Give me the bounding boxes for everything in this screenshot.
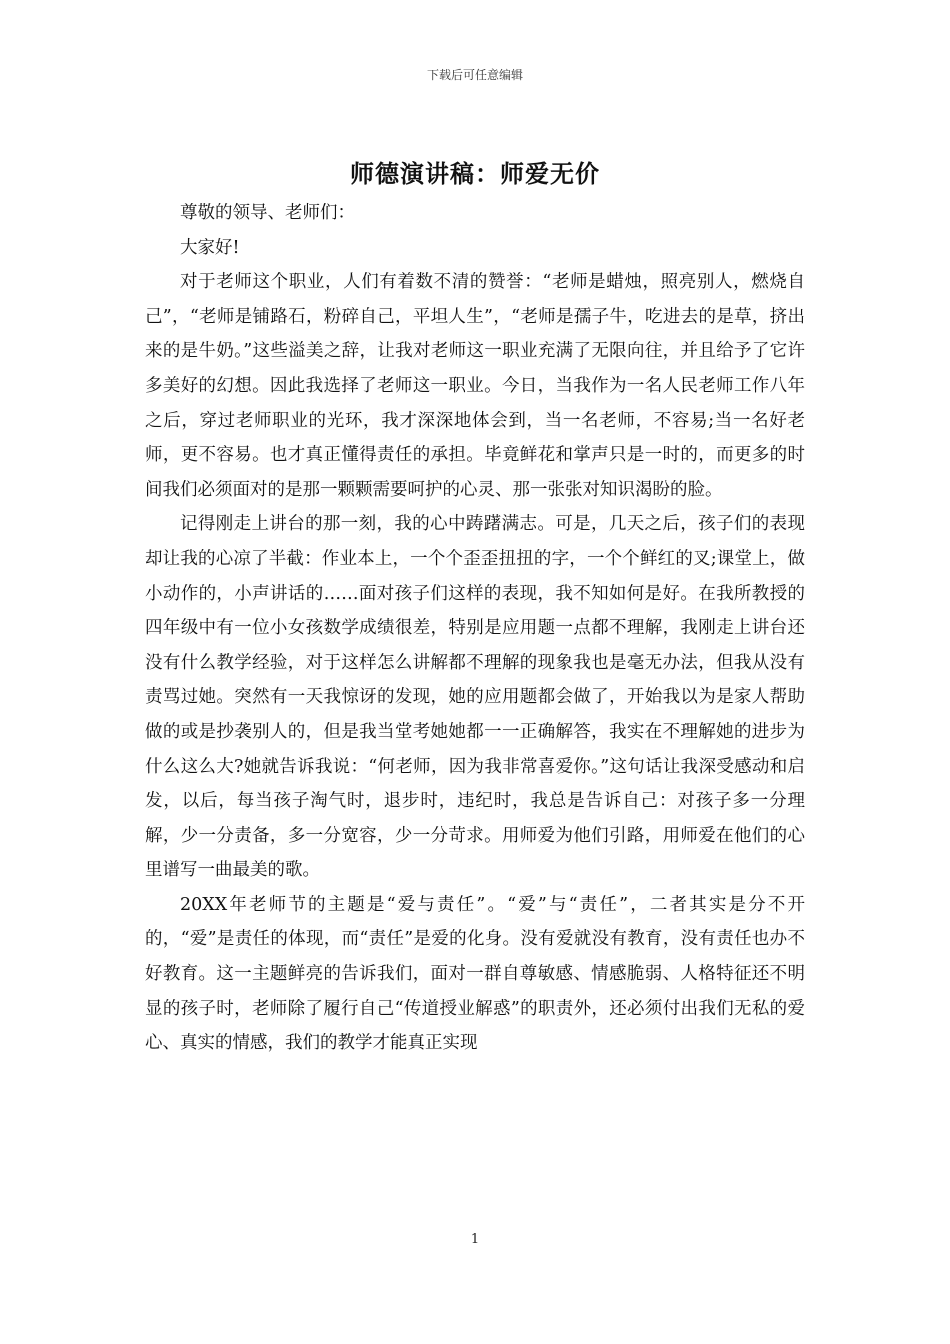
body-paragraph: 记得刚走上讲台的那一刻，我的心中踌躇满志。可是，几天之后，孩子们的表现却让我的心凉了半截：作业本上，一个个歪歪扭扭的字，一个个鲜红的叉;课堂上，做小动作的，小声讲话的……面对孩子们这样的表现，我不知如何是好。在我所教授的四年级中有一位小女孩数学成绩很差，特别是应用题一点都不理解，我刚走上讲台还没有什么教学经验，对于这样怎么讲解都不理解的现象我也是毫无办法，但我从没有责骂过她。突然有一天我惊讶的发现，她的应用题都会做了，开始我以为是家人帮助做的或是抄袭别人的，但是我当堂考她她都一一正确解答，我实在不理解她的进步为什么这么大?她就告诉我说：“何老师，因为我非常喜爱你。”这句话让我深受感动和启发，以后，每当孩子淘气时，退步时，违纪时，我总是告诉自己：对孩子多一分理解，少一分责备，多一分宽容，少一分苛求。用师爱为他们引路，用师爱在他们的心里谱写一曲最美的歌。 <box>145 514 805 881</box>
page-title: 师德演讲稿：师爱无价 <box>350 159 600 188</box>
document-body <box>145 196 805 1061</box>
header-note: 下载后可任意编辑 <box>426 68 523 82</box>
body-paragraph: 20XX年老师节的主题是“爱与责任”。“爱”与“责任”，二者其实是分不开的，“爱”是责任的体现，而“责任”是爱的化身。没有爱就没有教育，没有责任也办不好教育。这一主题鲜亮的告诉我们，面对一群自尊敏感、情感脆弱、人格特征还不明显的孩子时，老师除了履行自己“传道授业解惑”的职责外，还必须付出我们无私的爱心、真实的情感，我们的教学才能真正实现 <box>145 894 805 1054</box>
body-paragraph: 对于老师这个职业，人们有着数不清的赞誉：“老师是蜡烛，照亮别人，燃烧自己”，“老师是铺路石，粉碎自己，平坦人生”，“老师是孺子牛，吃进去的是草，挤出来的是牛奶。”这些溢美之辞，让我对老师这一职业充满了无限向往，并且给予了它许多美好的幻想。因此我选择了老师这一职业。今日，当我作为一名人民老师工作八年之后，穿过老师职业的光环，我才深深地体会到，当一名老师，不容易;当一名好老师，更不容易。也才真正懂得责任的承担。毕竟鲜花和掌声只是一时的，而更多的时间我们必须面对的是那一颗颗需要呵护的心灵、那一张张对知识渴盼的脸。 <box>145 272 805 500</box>
salutation-line: 大家好! <box>180 237 240 258</box>
greeting-line: 尊敬的领导、老师们： <box>180 203 355 223</box>
page-number: 1 <box>470 1232 480 1247</box>
